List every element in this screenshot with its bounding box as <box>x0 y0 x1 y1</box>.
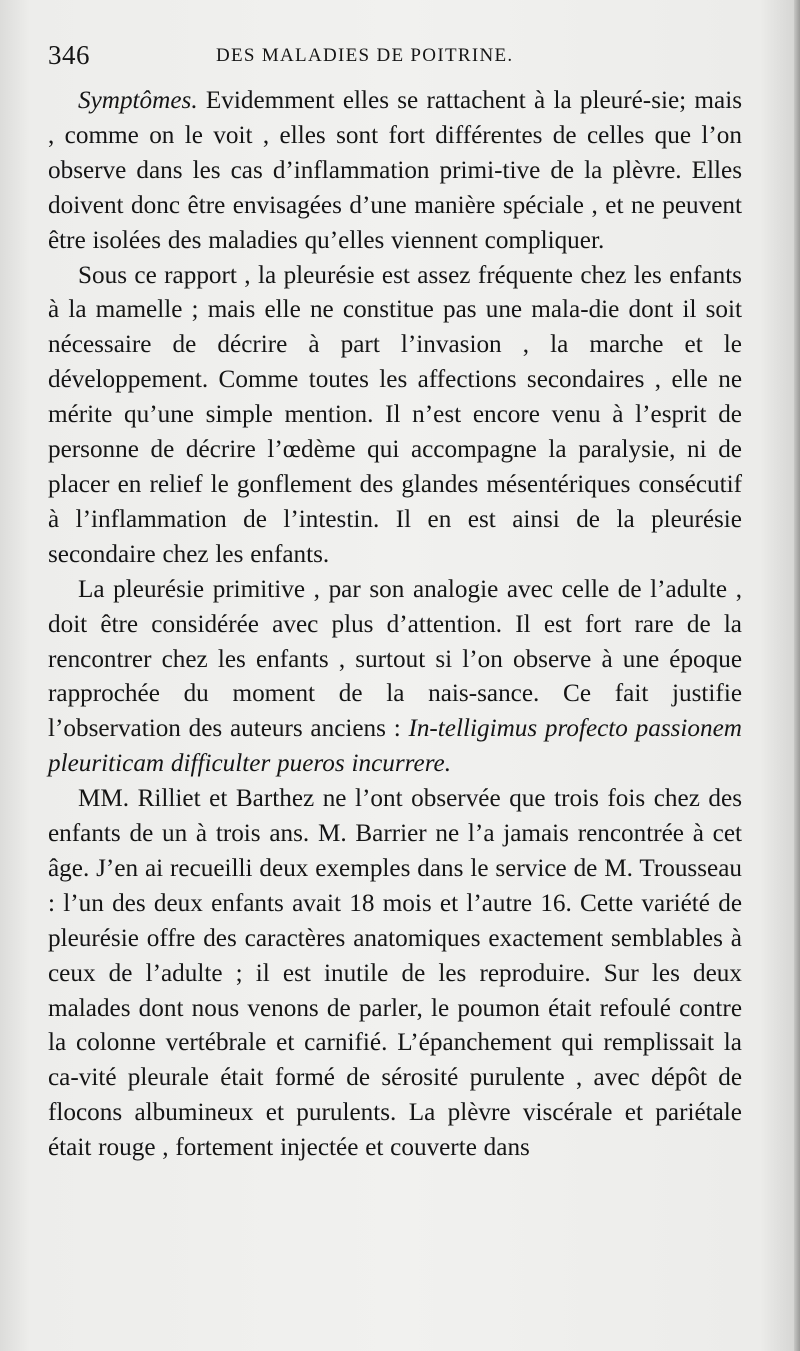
paragraph-secondary-pleurisy <box>48 259 742 573</box>
paragraph-text: Evidemment elles se rattachent à la pleuré-sie; mais , comme on le voit , elles sont fort différentes de celles que l’on observe dans les cas d’inflammation primi-tive de la plèvre. Elles doivent donc être envisagées d’une manière spéciale , et ne peuvent être isolées des maladies qu’elles viennent compliquer. <box>48 87 742 254</box>
paragraph-text: MM. Rilliet et Barthez ne l’ont observée que trois fois chez des enfants de un à trois ans. M. Barrier ne l’a jamais rencontrée à cet âge. J’en ai recueilli deux exemples dans le service de M. Trousseau : l’un des deux enfants avait 18 mois et l’autre 16. Cette variété de pleurésie offre des caractères anatomiques exactement semblables à ceux de l’adulte ; il est inutile de les reproduire. Sur les deux malades dont nous venons de parler, le poumon était refoulé contre la colonne vertébrale et carnifié. L’épanchement qui remplissait la ca-vité pleurale était formé de sérosité purulente , avec dépôt de flocons albumineux et purulents. La plèvre viscérale et pariétale était rouge , fortement injectée et couverte dans <box>48 785 742 1162</box>
paragraph-text: La pleurésie primitive , par son analogie avec celle de l’adulte , doit être considérée avec plus d’attention. Il est fort rare de la rencontrer chez les enfants , surtout si l’on observe à une époque rapprochée du moment de la nais-sance. Ce fait justifie l’observation des auteurs anciens : <box>48 575 742 743</box>
paragraph-observations <box>48 782 742 1166</box>
page-header <box>48 40 748 80</box>
latin-quote-italic: In-telligimus profecto passionem pleuriticam difficulter pueros incurrere. <box>48 715 742 778</box>
section-lead-italic: Symptômes. <box>78 87 198 114</box>
body-text <box>48 84 742 1166</box>
paragraph-text: Sous ce rapport , la pleurésie est assez fréquente chez les enfants à la mamelle ; mais elle ne constitue pas une mala-die dont il soit nécessaire de décrire à part l’invasion , la marche et le développement. Comme toutes les affections secondaires , elle ne mérite qu’une simple mention. Il n’est encore venu à l’esprit de personne de décrire l’œdème qui accompagne la paralysie, ni de placer en relief le gonflement des glandes mésentériques consécutif à l’inflammation de l’intestin. Il en est ainsi de la pleurésie secondaire chez les enfants. <box>48 261 742 568</box>
paragraph-symptomes <box>48 84 742 259</box>
page-number: 346 <box>48 40 90 70</box>
running-title: DES MALADIES DE POITRINE. <box>216 45 514 66</box>
paragraph-primary-pleurisy <box>48 573 742 782</box>
page-edge <box>794 0 800 1351</box>
